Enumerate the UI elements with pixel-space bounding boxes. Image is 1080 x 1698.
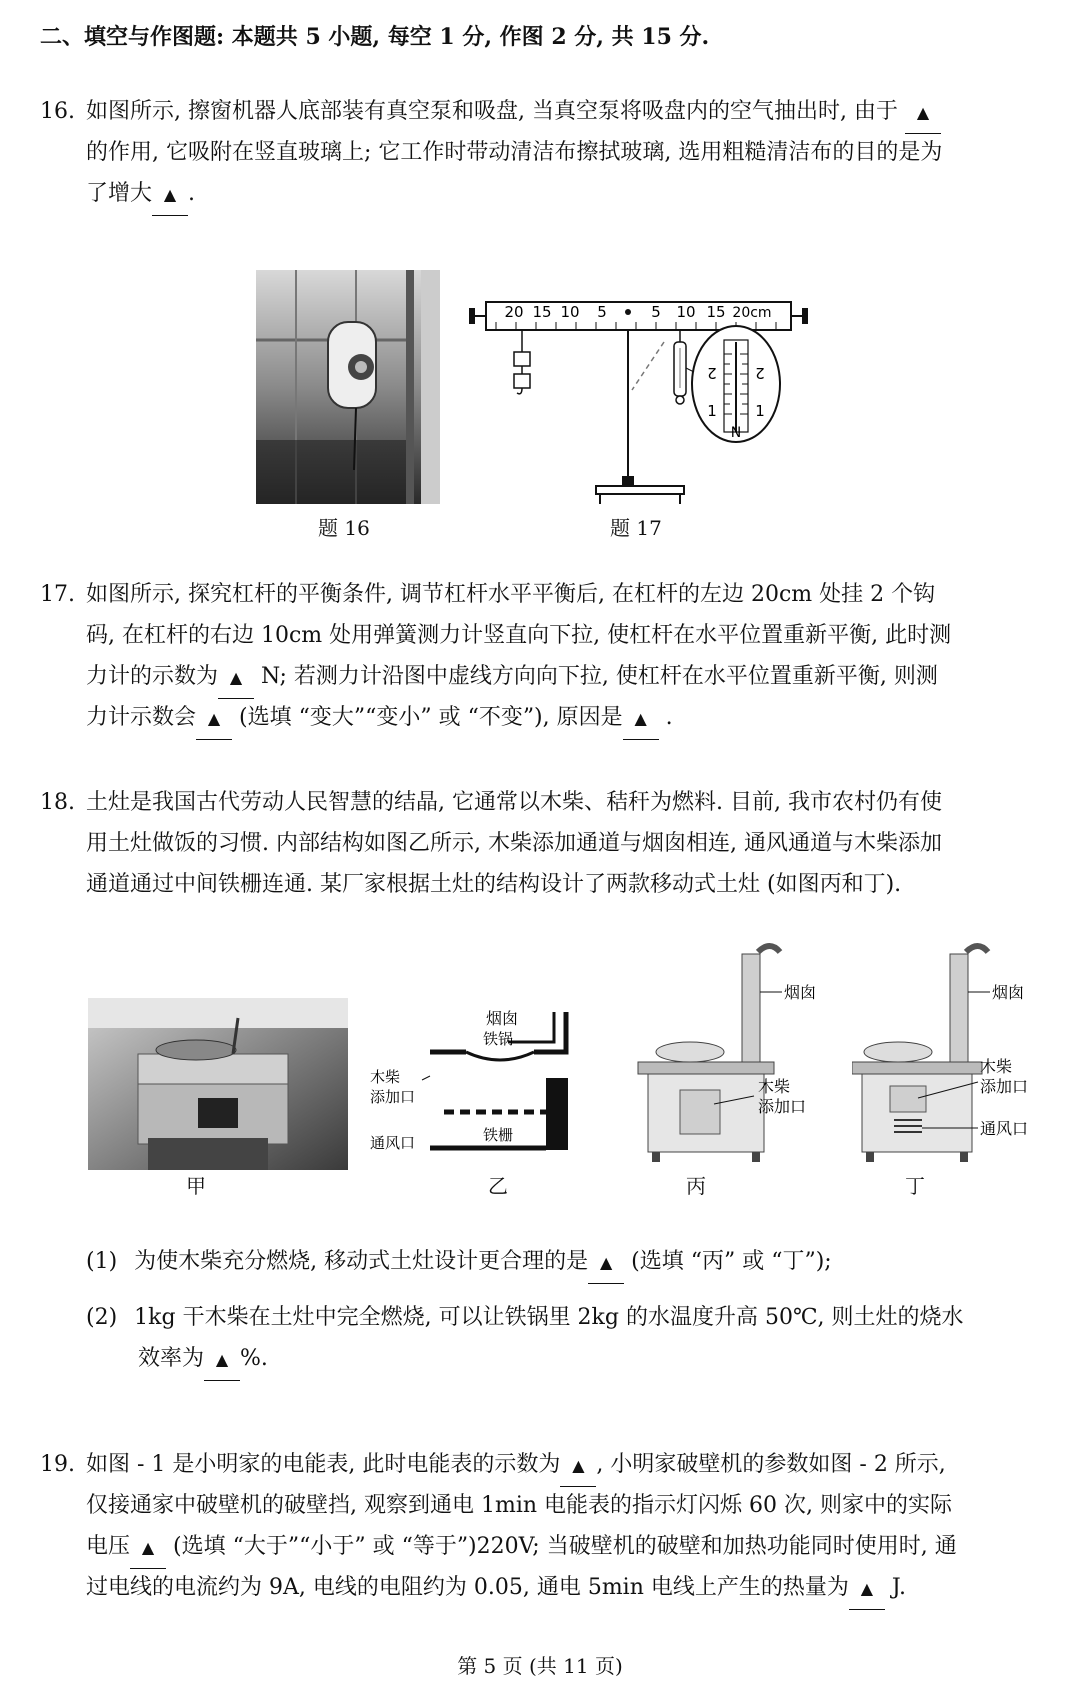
q19-text-4a: 过电线的电流约为 9A, 电线的电阻约为 0.05, 通电 5min 电线上产生的热量为 <box>86 1575 849 1600</box>
figure-17-caption: 题 17 <box>610 516 662 540</box>
gauge-mark: 2 <box>707 364 717 382</box>
spring-scale <box>674 330 686 404</box>
triangle-mark: ▲ <box>141 1538 155 1557</box>
q17-text-3a: 力计的示数为 <box>86 664 219 689</box>
ruler-label: 5 <box>597 303 607 321</box>
ruler-label: 20cm <box>732 305 772 321</box>
q16-end: . <box>188 181 196 206</box>
sub1-number: (1) <box>86 1249 118 1274</box>
gauge-unit: N <box>730 425 742 441</box>
triangle-mark: ▲ <box>572 1456 585 1475</box>
pivot-dot <box>625 309 631 315</box>
q19-line-2: 仅接通家中破壁机的破壁挡, 观察到通电 1min 电能表的指示灯闪烁 60 次, 则家中的实际 <box>86 1493 953 1518</box>
gauge-mark: 1 <box>707 402 717 420</box>
wood-label: 木柴 <box>980 1057 1013 1076</box>
q17-number: 17. <box>40 582 75 607</box>
answer-blank[interactable] <box>196 698 232 740</box>
q16-line-1 <box>86 92 941 134</box>
q16-text-1: 如图所示, 擦窗机器人底部装有真空泵和吸盘, 当真空泵将吸盘内的空气抽出时, 由于 <box>86 99 898 124</box>
sub2-text-1: 1kg 干木柴在土灶中完全燃烧, 可以让铁锅里 2kg 的水温度升高 50℃, 则土灶的烧水 <box>134 1305 964 1330</box>
triangle-mark: ▲ <box>229 668 243 687</box>
mobile-stove-bing <box>630 940 830 1170</box>
q17-line-3 <box>86 657 938 699</box>
chimney-label: 烟囱 <box>784 983 817 1002</box>
q18-sub2-line-2 <box>138 1339 268 1381</box>
vent-label: 通风口 <box>980 1119 1029 1138</box>
chimney-label: 烟囱 <box>485 1009 518 1028</box>
triangle-mark: ▲ <box>634 709 647 728</box>
ruler-label: 10 <box>676 303 696 321</box>
hook-weights <box>514 330 530 394</box>
wood-label-2: 添加口 <box>370 1088 416 1106</box>
gauge-mark: 2 <box>755 364 765 382</box>
answer-blank[interactable] <box>623 698 659 740</box>
dashed-pull-line <box>632 342 664 390</box>
figure-ding-caption: 丁 <box>905 1174 925 1198</box>
wood-label: 木柴 <box>370 1068 401 1086</box>
ruler-label: 15 <box>706 303 726 321</box>
q17-text-4a: 力计示数会 <box>86 705 197 730</box>
triangle-mark: ▲ <box>916 103 930 122</box>
q17-line-2: 码, 在杠杆的右边 10cm 处用弹簧测力计竖直向下拉, 使杠杆在水平位置重新平衡, 此时测 <box>86 623 952 648</box>
page-footer: 第 5 页 (共 11 页) <box>457 1654 623 1678</box>
triangle-mark: ▲ <box>163 185 177 204</box>
sub1-text-b: (选填 “丙” 或 “丁”); <box>631 1249 832 1274</box>
gauge-mark: 1 <box>755 402 765 420</box>
answer-blank[interactable] <box>204 1339 240 1381</box>
q16-text-3: 了增大 <box>86 181 153 206</box>
ruler-label: 20 <box>504 303 524 321</box>
q17-line-1: 如图所示, 探究杠杆的平衡条件, 调节杠杆水平平衡后, 在杠杆的左边 20cm 处挂 2 个钩 <box>86 582 936 607</box>
q18-sub2-line-1 <box>86 1298 964 1338</box>
lever-apparatus <box>466 282 811 508</box>
stove-photo <box>88 998 348 1170</box>
q18-sub1 <box>86 1242 832 1284</box>
figure-bing-caption: 丙 <box>686 1174 706 1198</box>
section-heading: 二、填空与作图题: 本题共 5 小题, 每空 1 分, 作图 2 分, 共 15 分. <box>40 24 710 50</box>
q17-text-3b: N; 若测力计沿图中虚线方向向下拉, 使杠杆在水平位置重新平衡, 则测 <box>261 664 938 689</box>
pot-label: 铁锅 <box>482 1030 514 1048</box>
q19-text-3a: 电压 <box>86 1534 131 1559</box>
sub1-text-a: 为使木柴充分燃烧, 移动式土灶设计更合理的是 <box>134 1249 589 1274</box>
figure-yi-caption: 乙 <box>488 1174 508 1198</box>
q19-line-4 <box>86 1568 906 1610</box>
sub2-text-2b: %. <box>240 1346 268 1371</box>
q18-number: 18. <box>40 790 75 815</box>
answer-blank[interactable] <box>588 1242 624 1284</box>
wood-label-2: 添加口 <box>980 1077 1029 1096</box>
q17-line-4 <box>86 698 673 740</box>
q18-line-3: 通道通过中间铁栅连通. 某厂家根据土灶的结构设计了两款移动式土灶 (如图丙和丁). <box>86 872 902 897</box>
q19-text-3b: (选填 “大于”“小于” 或 “等于”)220V; 当破壁机的破壁和加热功能同时使用时, 通 <box>173 1534 957 1559</box>
answer-blank[interactable] <box>152 174 188 216</box>
answer-blank[interactable] <box>905 92 941 134</box>
q19-line-1 <box>86 1445 946 1487</box>
triangle-mark: ▲ <box>600 1253 613 1272</box>
sub2-text-2a: 效率为 <box>138 1346 205 1371</box>
iron-pot-line <box>466 1052 534 1060</box>
figure-jia-caption: 甲 <box>186 1174 206 1198</box>
ruler-label: 15 <box>532 303 552 321</box>
stand-base <box>596 486 684 494</box>
q16-line-3 <box>86 174 195 216</box>
triangle-mark: ▲ <box>860 1579 874 1598</box>
q16-number: 16. <box>40 99 75 124</box>
q16-line-2: 的作用, 它吸附在竖直玻璃上; 它工作时带动清洁布擦拭玻璃, 选用粗糙清洁布的目的是为 <box>86 140 943 165</box>
q19-text-1a: 如图 - 1 是小明家的电能表, 此时电能表的示数为 <box>86 1452 561 1477</box>
window-robot-photo <box>256 270 440 504</box>
answer-blank[interactable] <box>849 1568 885 1610</box>
q18-line-2: 用土灶做饭的习惯. 内部结构如图乙所示, 木柴添加通道与烟囱相连, 通风通道与木柴添加 <box>86 831 942 856</box>
answer-blank[interactable] <box>218 657 254 699</box>
grate-label: 铁栅 <box>482 1126 514 1144</box>
q18-line-1: 土灶是我国古代劳动人民智慧的结晶, 它通常以木柴、秸秆为燃料. 目前, 我市农村仍有使 <box>86 790 942 815</box>
chimney-label: 烟囱 <box>992 983 1025 1002</box>
q19-number: 19. <box>40 1452 75 1477</box>
answer-blank[interactable] <box>130 1527 166 1569</box>
ruler-label: 10 <box>560 303 580 321</box>
stove-cross-section <box>370 998 610 1158</box>
q19-line-3 <box>86 1527 957 1569</box>
ruler-label: 5 <box>651 303 661 321</box>
triangle-mark: ▲ <box>207 709 221 728</box>
q19-text-4b: J. <box>891 1575 906 1600</box>
triangle-mark: ▲ <box>215 1350 229 1369</box>
wood-label: 木柴 <box>758 1077 791 1096</box>
q19-text-1b: , 小明家破壁机的参数如图 - 2 所示, <box>596 1452 946 1477</box>
q17-text-4b: (选填 “变大”“变小” 或 “不变”), 原因是 <box>239 705 623 730</box>
vent-label: 通风口 <box>370 1134 416 1152</box>
figure-16-caption: 题 16 <box>318 516 370 540</box>
sub2-number: (2) <box>86 1305 118 1330</box>
answer-blank[interactable] <box>560 1445 596 1487</box>
wood-label-2: 添加口 <box>758 1097 807 1116</box>
q17-end: . <box>665 705 673 730</box>
mobile-stove-ding <box>852 940 1062 1170</box>
